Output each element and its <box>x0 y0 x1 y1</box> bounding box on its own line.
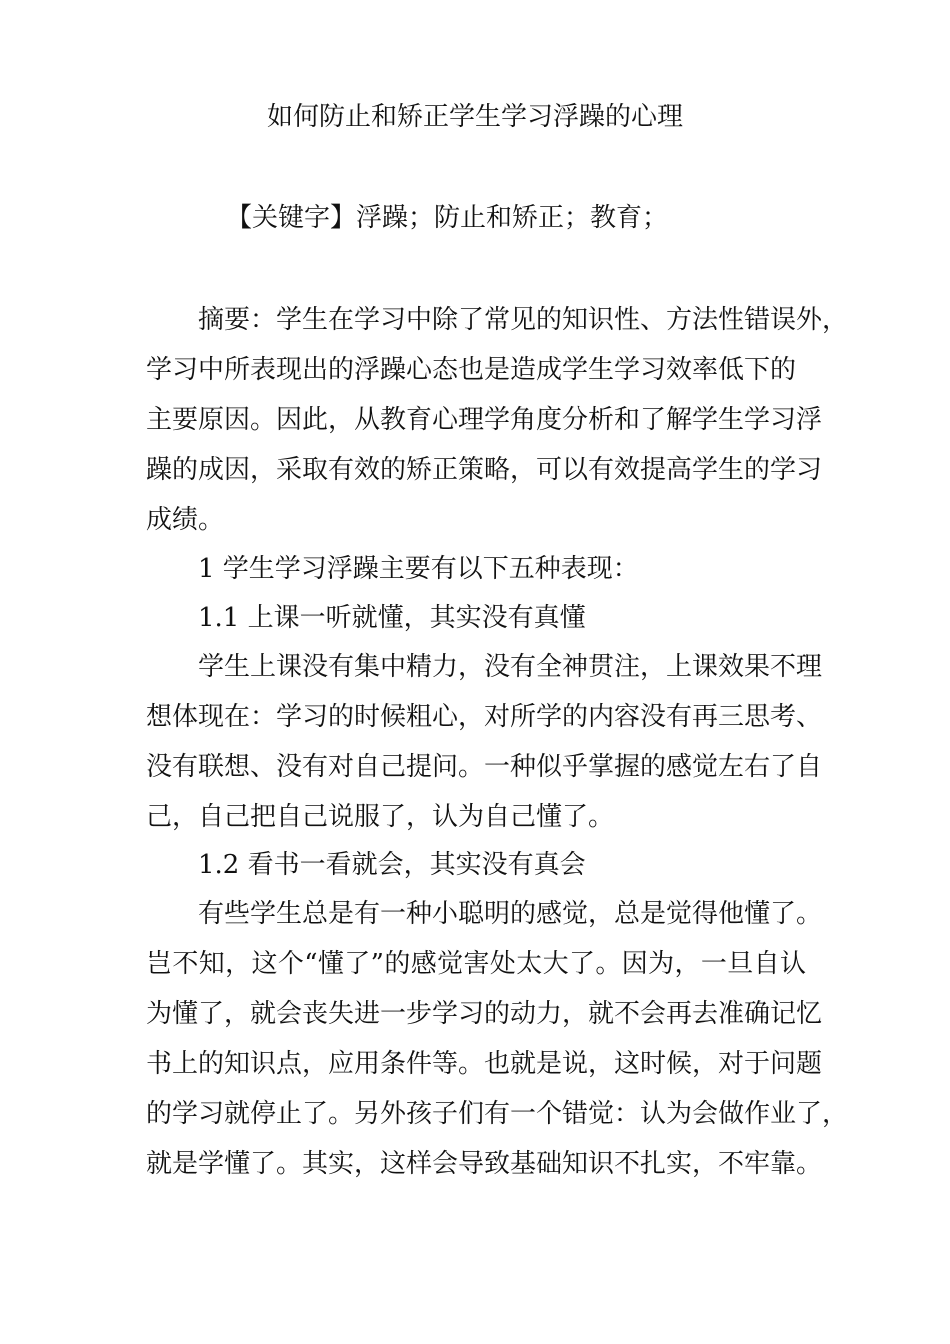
paragraph-2-line-2: 岂不知，这个“懂了”的感觉害处太大了。因为，一旦自认 <box>146 949 806 979</box>
paragraph-1-line-1: 学生上课没有集中精力，没有全神贯注，上课效果不理 <box>198 652 823 682</box>
abstract-line-5: 成绩。 <box>146 505 225 535</box>
paragraph-2-line-5: 的学习就停止了。另外孩子们有一个错觉：认为会做作业了， <box>146 1099 849 1129</box>
paragraph-1-line-2: 想体现在：学习的时候粗心，对所学的内容没有再三思考、 <box>146 702 823 732</box>
abstract-line-4: 躁的成因，采取有效的矫正策略，可以有效提高学生的学习 <box>146 455 823 485</box>
section-heading-1: 1 学生学习浮躁主要有以下五种表现： <box>198 554 639 584</box>
paragraph-2-line-1: 有些学生总是有一种小聪明的感觉，总是觉得他懂了。 <box>198 899 823 929</box>
subsection-heading-1-1: 1.1 上课一听就懂，其实没有真懂 <box>198 603 586 633</box>
abstract-line-2: 学习中所表现出的浮躁心态也是造成学生学习效率低下的 <box>146 355 797 385</box>
keywords-line: 【关键字】浮躁；防止和矫正；教育； <box>226 203 669 233</box>
paragraph-2-line-3: 为懂了，就会丧失进一步学习的动力，就不会再去准确记忆 <box>146 999 823 1029</box>
subsection-heading-1-2: 1.2 看书一看就会，其实没有真会 <box>198 850 586 880</box>
paragraph-2-line-6: 就是学懂了。其实，这样会导致基础知识不扎实，不牢靠。 <box>146 1149 823 1179</box>
paragraph-2-line-4: 书上的知识点，应用条件等。也就是说，这时候，对于问题 <box>146 1049 823 1079</box>
paragraph-1-line-3: 没有联想、没有对自己提问。一种似乎掌握的感觉左右了自 <box>146 752 823 782</box>
paragraph-1-line-4: 己，自己把自己说服了，认为自己懂了。 <box>146 802 615 832</box>
abstract-line-1: 摘要：学生在学习中除了常见的知识性、方法性错误外， <box>198 305 849 335</box>
document-title: 如何防止和矫正学生学习浮躁的心理 <box>266 102 683 132</box>
abstract-line-3: 主要原因。因此，从教育心理学角度分析和了解学生学习浮 <box>146 405 823 435</box>
